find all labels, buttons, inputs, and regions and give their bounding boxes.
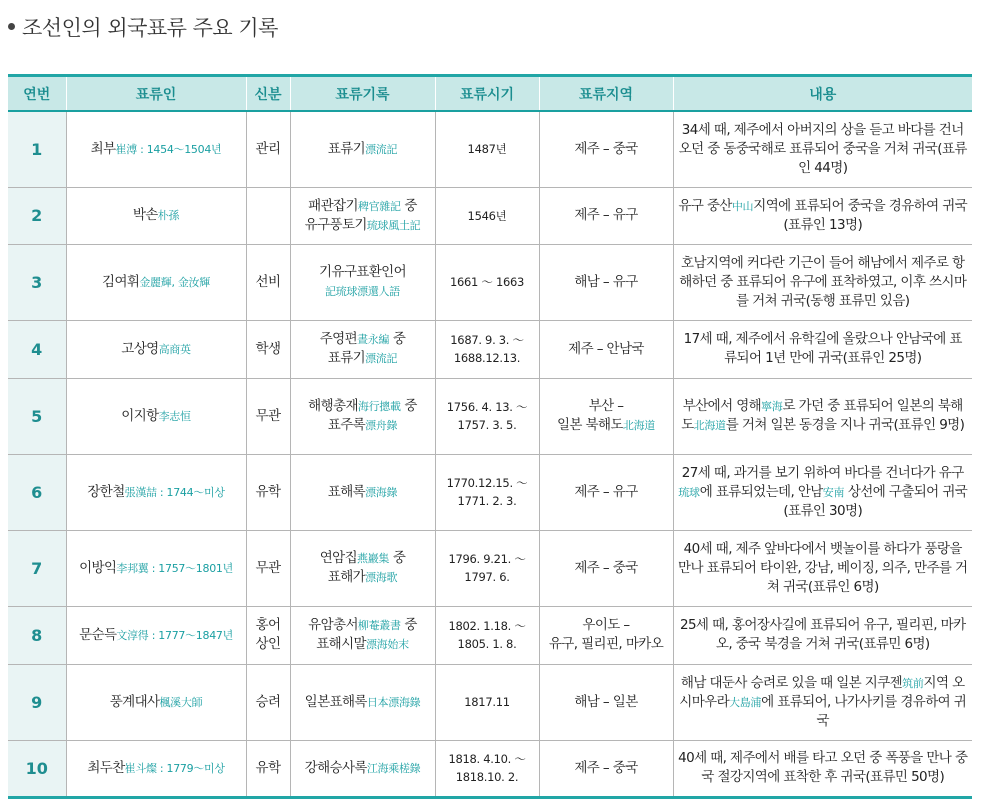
person-name: 최부	[90, 140, 116, 157]
record-cell	[290, 378, 435, 454]
region-cell: 제주 – 중국	[539, 111, 673, 187]
content-hanja: 中山	[731, 199, 754, 213]
record-cell	[290, 664, 435, 740]
row-number: 8	[8, 606, 66, 664]
content-text: 를 거쳐 일본 동경을 지나 귀국(표류인 9명)	[725, 417, 965, 433]
content-cell: 25세 때, 홍어장사길에 표류되어 유구, 필리핀, 마카오, 중국 북경을 거쳐 귀국(표류민 6명)	[673, 606, 972, 664]
table-row	[8, 530, 972, 606]
content-text: 유구 중산	[678, 197, 732, 214]
person-cell	[66, 187, 246, 244]
drift-records-table	[8, 74, 972, 799]
content-cell: 40세 때, 제주 앞바다에서 뱃놀이를 하다가 풍랑을 만나 표류되어 타이완, 강남, 베이징, 의주, 만주를 거쳐 귀국(표류인 6명)	[673, 530, 972, 606]
region-origin: 우이도 –	[582, 617, 630, 633]
person-hanja: 文淳得 : 1777～1847년	[116, 628, 233, 642]
row-number: 4	[8, 320, 66, 378]
content-hanja: 大島浦	[729, 695, 762, 709]
page-title	[8, 12, 278, 42]
period-cell	[435, 320, 539, 378]
record-subtitle: 표주록	[327, 417, 366, 433]
person-hanja: 崔斗燦 : 1779～미상	[124, 761, 225, 775]
period-cell	[435, 606, 539, 664]
content-cell	[673, 664, 972, 740]
period-cell: 1546년	[435, 187, 539, 244]
record-hanja: 柳菴叢書	[357, 619, 401, 632]
period-start: 1756. 4. 13. ～	[446, 400, 528, 414]
content-cell	[673, 378, 972, 454]
content-cell: 40세 때, 제주에서 배를 타고 오던 중 폭풍을 만나 중국 절강지역에 표착한 후 귀국(표류민 50명)	[673, 740, 972, 797]
period-cell	[435, 530, 539, 606]
record-title: 연암집	[319, 550, 358, 566]
record-title: 기유구표환인어	[318, 264, 407, 280]
record-hanja: 晝永編	[357, 333, 390, 346]
row-number: 1	[8, 111, 66, 187]
header-period: 표류시기	[435, 76, 539, 112]
table-row	[8, 111, 972, 187]
record-cell	[290, 187, 435, 244]
person-name: 고상영	[121, 340, 159, 357]
record-cell	[290, 111, 435, 187]
table-row	[8, 378, 972, 454]
person-cell	[66, 740, 246, 797]
person-name: 장한철	[87, 483, 125, 500]
row-number: 7	[8, 530, 66, 606]
content-text: 해남 대둔사 승려로 있을 때 일본 지쿠젠	[680, 674, 903, 691]
record-hanja: 江海乘槎錄	[366, 761, 421, 775]
period-cell	[435, 378, 539, 454]
content-hanja: 寧海	[761, 400, 783, 413]
record-title: 일본표해록	[304, 693, 367, 710]
table-row	[8, 244, 972, 320]
region-cell: 해남 – 유구	[539, 244, 673, 320]
person-hanja: 張漢喆 : 1744～미상	[124, 485, 225, 499]
period-cell: 1661 ～ 1663	[435, 244, 539, 320]
content-cell: 34세 때, 제주에서 아버지의 상을 듣고 바다를 건너오던 중 동중국해로 표류되어 중국을 거쳐 귀국(표류인 44명)	[673, 111, 972, 187]
period-end: 1771. 2. 3.	[457, 494, 517, 508]
table-row	[8, 606, 972, 664]
status-cell: 관리	[246, 111, 290, 187]
status-cell: 무관	[246, 378, 290, 454]
header-content: 내용	[673, 76, 972, 112]
record-subtitle: 표류기	[327, 350, 366, 366]
period-cell	[435, 454, 539, 530]
table-row	[8, 187, 972, 244]
period-start: 1687. 9. 3. ～	[450, 333, 524, 347]
header-record: 표류기록	[290, 76, 435, 112]
content-text: 상선에 구출되어 귀국(표류인 30명)	[783, 483, 968, 519]
status-cell	[246, 606, 290, 664]
content-text: 로 가던 중 표류되어 일본의 북해도	[681, 398, 963, 433]
table-row	[8, 454, 972, 530]
person-hanja: 金麗輝, 金汝輝	[139, 275, 210, 289]
content-text: 27세 때, 과거를 보기 위하여 바다를 건너다가 유구	[681, 464, 964, 481]
record-title: 표해록	[327, 483, 366, 500]
table-row	[8, 664, 972, 740]
region-origin: 부산 –	[588, 398, 624, 414]
status-cell: 유학	[246, 454, 290, 530]
person-hanja: 李志恒	[158, 409, 191, 423]
record-hanja: 海行摠載	[357, 400, 401, 413]
status-cell: 승려	[246, 664, 290, 740]
status-cell: 선비	[246, 244, 290, 320]
content-text: 부산에서 영해	[682, 398, 762, 414]
person-name: 박손	[132, 207, 158, 223]
header-no: 연번	[8, 76, 66, 112]
content-text: 지역에 표류되어 중국을 경유하여 귀국(표류인 13명)	[753, 197, 968, 233]
page-title-text: 조선인의 외국표류 주요 기록	[22, 16, 278, 40]
record-hanja: 稗官雜記	[357, 199, 401, 213]
content-hanja: 北海道	[693, 419, 726, 432]
person-cell	[66, 320, 246, 378]
content-hanja: 琉球	[678, 485, 700, 499]
status-cell: 학생	[246, 320, 290, 378]
content-hanja: 筑前	[902, 676, 924, 690]
content-text: 지역 오시마우라	[679, 674, 965, 710]
person-hanja: 高商英	[158, 342, 191, 356]
record-hanja: 漂流記	[365, 142, 398, 156]
record-title: 패관잡기	[308, 197, 358, 214]
record-title: 유암총서	[308, 617, 358, 633]
region-cell: 제주 – 중국	[539, 740, 673, 797]
row-number: 10	[8, 740, 66, 797]
person-cell	[66, 454, 246, 530]
record-suffix: 중	[389, 550, 406, 566]
person-name: 최두찬	[87, 759, 125, 776]
period-start: 1770.12.15. ～	[446, 476, 528, 490]
record-cell	[290, 740, 435, 797]
record-subtitle-hanja: 漂海歌	[365, 571, 398, 584]
period-start: 1818. 4.10. ～	[448, 752, 526, 766]
period-start: 1796. 9.21. ～	[448, 552, 526, 566]
record-subtitle-hanja: 漂流記	[365, 352, 398, 365]
record-hanja: 日本漂海錄	[366, 695, 421, 709]
person-name: 풍계대사	[109, 693, 160, 710]
period-end: 1688.12.13.	[453, 351, 521, 365]
table-header-row	[8, 76, 972, 112]
person-hanja: 朴孫	[157, 209, 180, 222]
region-cell	[539, 606, 673, 664]
header-status: 신분	[246, 76, 290, 112]
region-cell: 해남 – 일본	[539, 664, 673, 740]
record-hanja: 記琉球漂還人語	[325, 285, 400, 298]
region-cell	[539, 378, 673, 454]
record-cell	[290, 530, 435, 606]
record-hanja: 漂海錄	[365, 485, 398, 499]
region-destination: 유구, 필리핀, 마카오	[548, 636, 664, 652]
region-cell: 제주 – 중국	[539, 530, 673, 606]
bullet-icon	[8, 23, 15, 30]
period-end: 1818.10. 2.	[455, 770, 519, 784]
period-end: 1805. 1. 8.	[457, 637, 517, 651]
person-cell	[66, 111, 246, 187]
table-row	[8, 320, 972, 378]
person-cell	[66, 664, 246, 740]
record-title: 해행총재	[308, 398, 358, 414]
row-number: 2	[8, 187, 66, 244]
content-text: 에 표류되었는데, 안남	[699, 483, 823, 500]
person-name: 김여휘	[102, 273, 140, 290]
status-cell: 유학	[246, 740, 290, 797]
person-hanja: 楓溪大師	[159, 695, 203, 709]
person-hanja: 李邦翼 : 1757～1801년	[116, 561, 233, 575]
record-subtitle-hanja: 琉球風土記	[366, 218, 421, 232]
content-cell	[673, 454, 972, 530]
status-cell	[246, 187, 290, 244]
person-cell	[66, 244, 246, 320]
record-cell	[290, 454, 435, 530]
header-person: 표류인	[66, 76, 246, 112]
period-end: 1797. 6.	[464, 570, 510, 584]
content-cell	[673, 187, 972, 244]
person-name: 문순득	[79, 626, 117, 643]
content-cell: 17세 때, 제주에서 유학길에 올랐으나 안남국에 표류되어 1년 만에 귀국(표류인 25명)	[673, 320, 972, 378]
period-end: 1757. 3. 5.	[457, 418, 517, 432]
record-subtitle: 표해가	[327, 569, 366, 585]
table-row	[8, 740, 972, 797]
record-suffix: 중	[400, 197, 417, 214]
record-subtitle-hanja: 漂舟錄	[365, 419, 398, 432]
person-cell	[66, 606, 246, 664]
record-subtitle: 표해시말	[316, 636, 366, 652]
content-hanja: 安南	[822, 485, 845, 499]
record-title: 표류기	[327, 140, 366, 157]
region-cell: 제주 – 안남국	[539, 320, 673, 378]
record-suffix: 중	[400, 398, 417, 414]
period-cell: 1487년	[435, 111, 539, 187]
row-number: 6	[8, 454, 66, 530]
person-cell	[66, 530, 246, 606]
status-line: 홍어	[255, 617, 281, 633]
row-number: 5	[8, 378, 66, 454]
region-cell: 제주 – 유구	[539, 454, 673, 530]
status-cell: 무관	[246, 530, 290, 606]
row-number: 9	[8, 664, 66, 740]
region-cell: 제주 – 유구	[539, 187, 673, 244]
content-text: 에 표류되어, 나가사키를 경유하여 귀국	[761, 693, 967, 729]
region-destination: 일본 북해도	[556, 417, 623, 433]
period-cell	[435, 740, 539, 797]
person-hanja: 崔溥 : 1454～1504년	[115, 142, 222, 156]
person-cell	[66, 378, 246, 454]
period-cell: 1817.11	[435, 664, 539, 740]
status-line: 상인	[255, 636, 281, 652]
record-subtitle: 유구풍토기	[304, 216, 367, 233]
record-cell	[290, 244, 435, 320]
person-name: 이지항	[121, 407, 159, 424]
record-subtitle-hanja: 漂海始末	[365, 638, 409, 651]
period-start: 1802. 1.18. ～	[448, 619, 526, 633]
record-suffix: 중	[400, 617, 417, 633]
person-name: 이방익	[79, 559, 117, 576]
record-title: 주영편	[319, 331, 358, 347]
record-cell	[290, 606, 435, 664]
region-hanja: 北海道	[622, 419, 655, 432]
row-number: 3	[8, 244, 66, 320]
record-hanja: 燕巖集	[357, 552, 390, 565]
record-suffix: 중	[389, 331, 406, 347]
header-region: 표류지역	[539, 76, 673, 112]
record-title: 강해승사록	[304, 759, 367, 776]
content-cell: 호남지역에 커다란 기근이 들어 해남에서 제주로 항해하던 중 표류되어 유구에 표착하였고, 이후 쓰시마를 거쳐 귀국(동행 표류민 있음)	[673, 244, 972, 320]
record-cell	[290, 320, 435, 378]
